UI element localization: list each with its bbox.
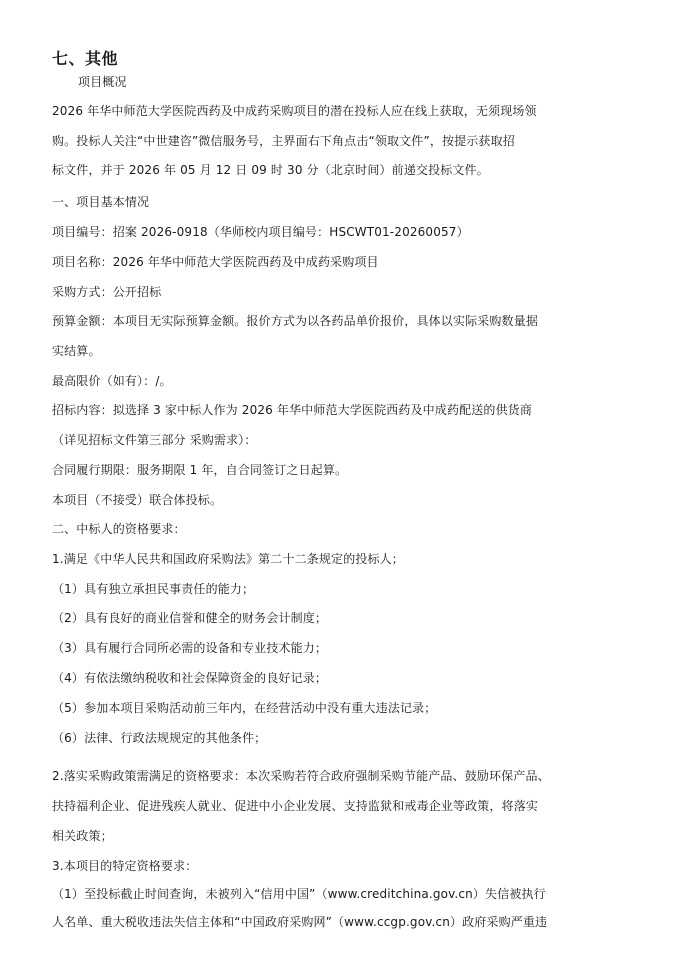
text-line: 相关政策； bbox=[52, 829, 113, 843]
text-line: 人名单、重大税收违法失信主体和“中国政府采购网”（www.ccgp.gov.cn）政府采购严重违 bbox=[52, 915, 548, 929]
text-line: 3.本项目的特定资格要求： bbox=[52, 859, 198, 873]
text-line: 预算金额：本项目无实际预算金额。报价方式为以各药品单价报价，具体以实际采购数量据 bbox=[52, 314, 539, 328]
text-line: 合同履行期限：服务期限 1 年，自合同签订之日起算。 bbox=[52, 463, 348, 477]
text-line: 本项目（不接受）联合体投标。 bbox=[52, 493, 223, 507]
text-line: 二、中标人的资格要求： bbox=[52, 522, 186, 536]
text-line: 项目编号：招案 2026-0918（华师校内项目编号：HSCWT01-20260057） bbox=[52, 225, 469, 239]
text-line: 1.满足《中华人民共和国政府采购法》第二十二条规定的投标人； bbox=[52, 552, 404, 566]
text-line: 最高限价（如有）：/。 bbox=[52, 374, 172, 388]
text-line: （1）具有独立承担民事责任的能力； bbox=[52, 582, 255, 596]
text-line: 实结算。 bbox=[52, 344, 101, 358]
text-line: 扶持福利企业、促进残疾人就业、促进中小企业发展、支持监狱和戒毒企业等政策，将落实 bbox=[52, 799, 539, 813]
text-line: （4）有依法缴纳税收和社会保障资金的良好记录； bbox=[52, 671, 328, 685]
text-line: 购。投标人关注“中世建咨”微信服务号，主界面右下角点击“领取文件”，按提示获取招 bbox=[52, 134, 515, 148]
text-line: 采购方式：公开招标 bbox=[52, 285, 162, 299]
text-line: 项目名称：2026 年华中师范大学医院西药及中成药采购项目 bbox=[52, 255, 379, 269]
text-line: （3）具有履行合同所必需的设备和专业技术能力； bbox=[52, 641, 328, 655]
section-heading: 七、其他 bbox=[52, 49, 119, 68]
text-line: 招标内容：拟选择 3 家中标人作为 2026 年华中师范大学医院西药及中成药配送的供货商 bbox=[52, 403, 533, 417]
subheading-project-overview: 项目概况 bbox=[78, 75, 127, 89]
text-line: 2026 年华中师范大学医院西药及中成药采购项目的潜在投标人应在线上获取，无须现场领 bbox=[52, 104, 537, 118]
text-line: 一、项目基本情况 bbox=[52, 195, 150, 209]
text-line: （1）至投标截止时间查询，未被列入“信用中国”（www.creditchina.gov.cn）失信被执行 bbox=[52, 887, 546, 901]
text-line: （详见招标文件第三部分 采购需求）： bbox=[52, 433, 257, 447]
text-line: 标文件，并于 2026 年 05 月 12 日 09 时 30 分（北京时间）前递交投标文件。 bbox=[52, 163, 489, 177]
text-line: （2）具有良好的商业信誉和健全的财务会计制度； bbox=[52, 611, 328, 625]
text-line: （6）法律、行政法规规定的其他条件； bbox=[52, 731, 267, 745]
text-line: 2.落实采购政策需满足的资格要求：本次采购若符合政府强制采购节能产品、鼓励环保产品、 bbox=[52, 769, 550, 783]
text-line: （5）参加本项目采购活动前三年内，在经营活动中没有重大违法记录； bbox=[52, 701, 437, 715]
